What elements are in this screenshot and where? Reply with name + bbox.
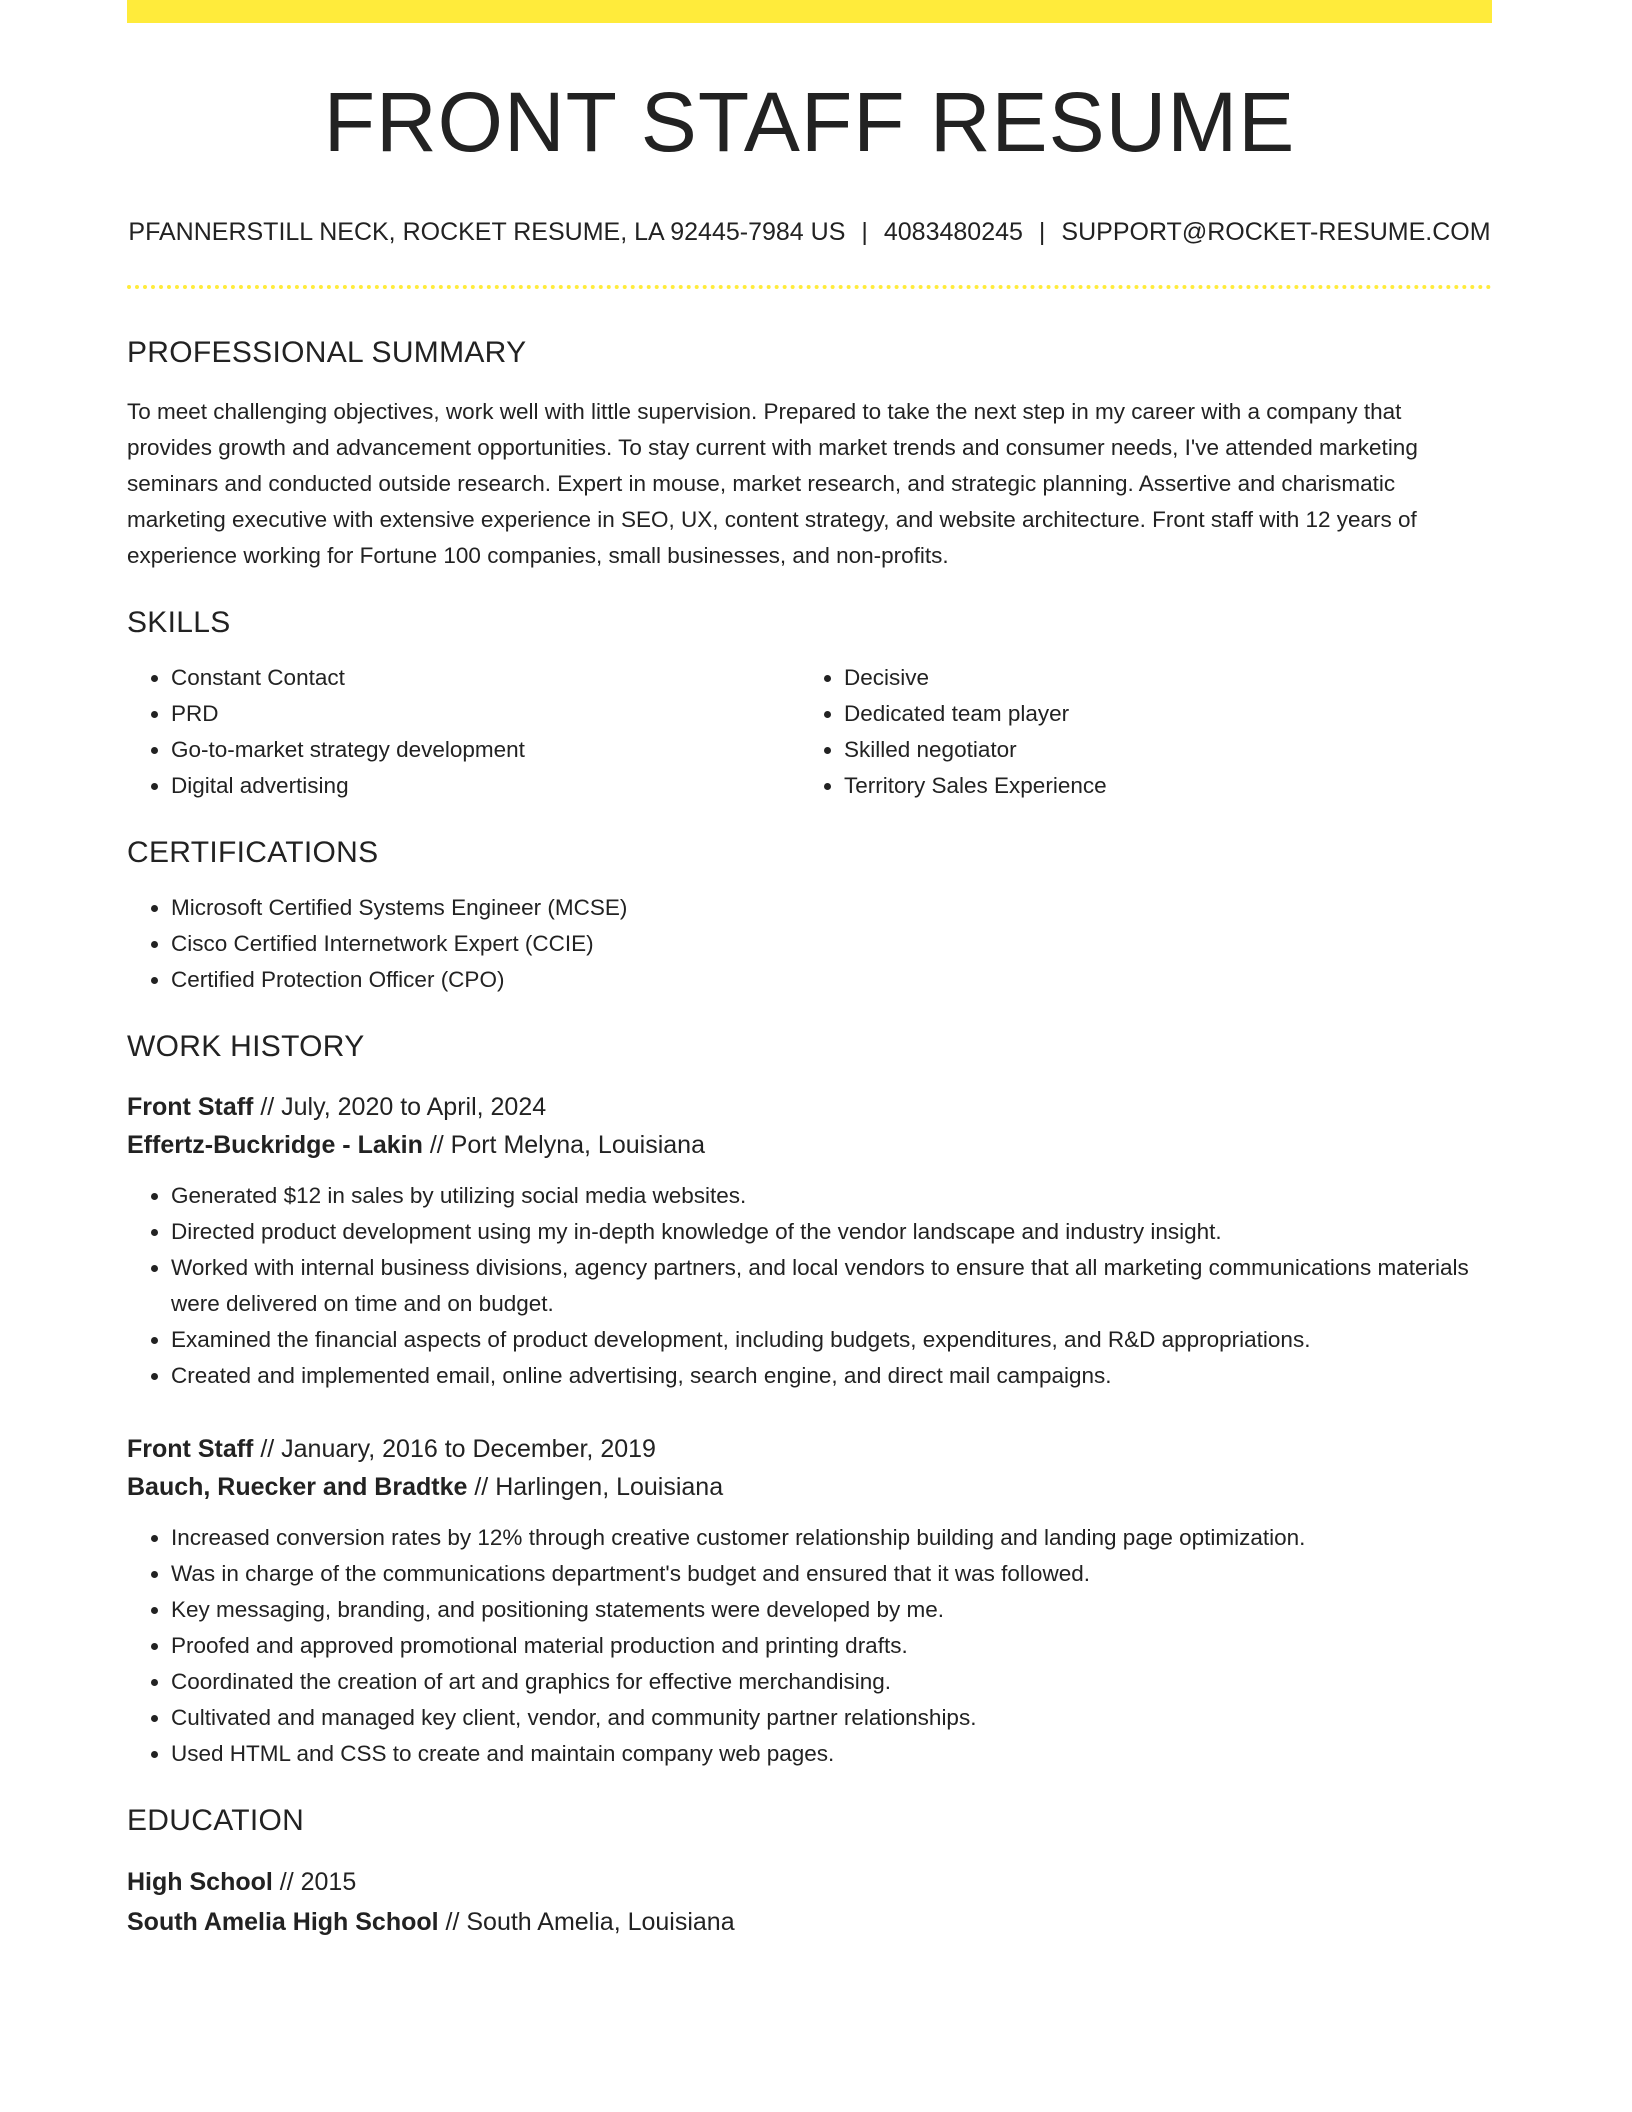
resume-page xyxy=(127,0,1492,1942)
job-location: // Port Melyna, Louisiana xyxy=(422,1131,705,1159)
job-dates: // July, 2020 to April, 2024 xyxy=(253,1093,547,1121)
job-duty-item: • Coordinated the creation of art and graphics for effective merchandising. xyxy=(171,1664,1492,1700)
skill-item: • Dedicated team player xyxy=(844,696,1107,732)
skill-item: • Decisive xyxy=(844,660,1107,696)
job-location: // Harlingen, Louisiana xyxy=(467,1473,724,1501)
job-duty-item: • Was in charge of the communications department's budget and ensured that it was followed. xyxy=(171,1556,1492,1592)
job-company: Effertz-Buckridge - Lakin xyxy=(127,1131,423,1159)
job-duty-item: • Generated $12 in sales by utilizing social media websites. xyxy=(171,1178,1492,1214)
job-duties-list xyxy=(127,1178,1492,1394)
education-school-line xyxy=(127,1902,1492,1942)
certifications-list xyxy=(127,890,1492,998)
skill-item: • Constant Contact xyxy=(171,660,800,696)
skills-heading: SKILLS xyxy=(127,606,231,639)
summary-text: To meet challenging objectives, work well with little supervision. Prepared to take the next step in my career with a company that provides growth and advancement opportunities. To stay current with market trends and consumer needs, I've attended marketing seminars and conducted outside research. Expert in mouse, market research, and strategic planning. Assertive and charismatic marketing executive with extensive experience in SEO, UX, content strategy, and website architecture. Front staff with 12 years of experience working for Fortune 100 companies, small businesses, and non-profits. xyxy=(127,399,1418,568)
certification-item: • Certified Protection Officer (CPO) xyxy=(171,962,1492,998)
skill-item: • Skilled negotiator xyxy=(844,732,1107,768)
summary-heading: PROFESSIONAL SUMMARY xyxy=(127,336,527,369)
job-duty-item: • Increased conversion rates by 12% through creative customer relationship building and landing page optimization. xyxy=(171,1520,1492,1556)
job-duty-item: • Examined the financial aspects of product development, including budgets, expenditures, and R&D appropriations. xyxy=(171,1322,1492,1358)
certification-item: • Microsoft Certified Systems Engineer (MCSE) xyxy=(171,890,1492,926)
job-company-line xyxy=(127,1468,1492,1506)
job-company-line xyxy=(127,1126,1492,1164)
header-divider xyxy=(127,285,1492,289)
contact-address: PFANNERSTILL NECK, ROCKET RESUME, LA 92445-7984 US xyxy=(128,218,846,246)
job-company: Bauch, Ruecker and Bradtke xyxy=(127,1473,468,1501)
skills-column-right xyxy=(800,660,1107,804)
contact-phone[interactable]: 4083480245 xyxy=(883,218,1023,246)
certifications-heading: CERTIFICATIONS xyxy=(127,836,379,869)
job-title: Front Staff xyxy=(127,1093,254,1121)
resume-title: FRONT STAFF RESUME xyxy=(323,75,1296,169)
job-duty-item: • Proofed and approved promotional material production and printing drafts. xyxy=(171,1628,1492,1664)
skill-item: • Digital advertising xyxy=(171,768,800,804)
job-duty-item: • Worked with internal business divisions, agency partners, and local vendors to ensure that all marketing communications materials were delivered on time and on budget. xyxy=(171,1250,1492,1322)
contact-email[interactable]: SUPPORT@ROCKET-RESUME.COM xyxy=(1061,218,1491,246)
contact-separator: | xyxy=(1038,218,1046,246)
job-duty-item: • Directed product development using my in-depth knowledge of the vendor landscape and industry insight. xyxy=(171,1214,1492,1250)
skill-item: • PRD xyxy=(171,696,800,732)
education-degree-line xyxy=(127,1862,1492,1902)
job-duty-item: • Created and implemented email, online advertising, search engine, and direct mail campaigns. xyxy=(171,1358,1492,1394)
skills-column-left xyxy=(127,660,800,804)
education-location: // South Amelia, Louisiana xyxy=(438,1908,735,1936)
job-title-line xyxy=(127,1430,1492,1468)
job-title-line xyxy=(127,1088,1492,1126)
work-history-heading: WORK HISTORY xyxy=(127,1030,365,1063)
contact-separator: | xyxy=(861,218,868,246)
skill-item: • Territory Sales Experience xyxy=(844,768,1107,804)
skills-list xyxy=(127,660,1492,804)
job-duty-item: • Cultivated and managed key client, vendor, and community partner relationships. xyxy=(171,1700,1492,1736)
top-accent-bar xyxy=(127,0,1492,23)
certification-item: • Cisco Certified Internetwork Expert (CCIE) xyxy=(171,926,1492,962)
education-heading: EDUCATION xyxy=(127,1804,305,1837)
job-title: Front Staff xyxy=(127,1435,254,1463)
job-duty-item: • Used HTML and CSS to create and maintain company web pages. xyxy=(171,1736,1492,1772)
education-school: South Amelia High School xyxy=(127,1908,439,1936)
job-duty-item: • Key messaging, branding, and positioning statements were developed by me. xyxy=(171,1592,1492,1628)
contact-line xyxy=(127,220,1492,245)
education-year: // 2015 xyxy=(272,1868,357,1896)
job-dates: // January, 2016 to December, 2019 xyxy=(253,1435,656,1463)
job-duties-list xyxy=(127,1520,1492,1772)
education-degree: High School xyxy=(127,1868,273,1896)
skill-item: • Go-to-market strategy development xyxy=(171,732,800,768)
